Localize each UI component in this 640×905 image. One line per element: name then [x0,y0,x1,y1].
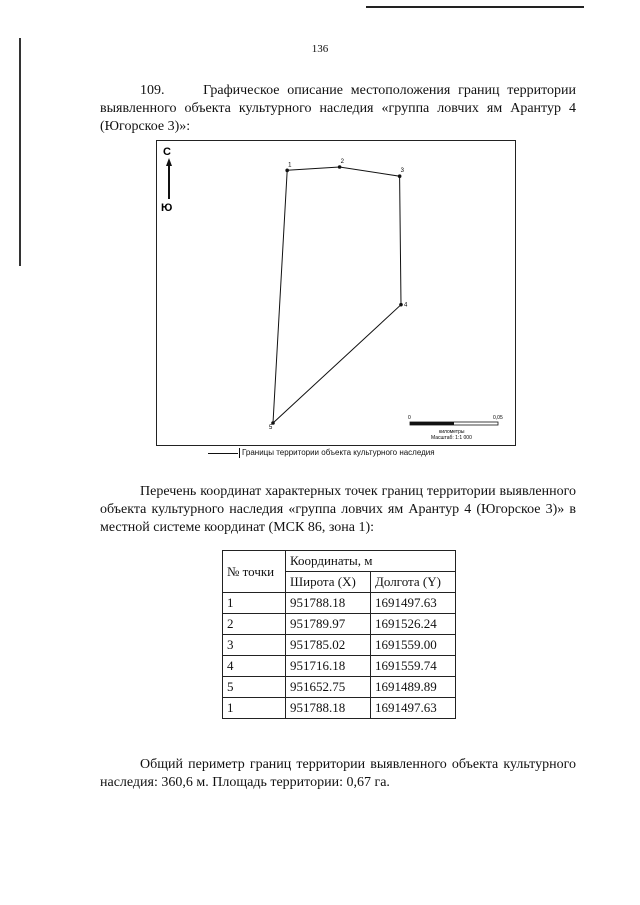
header-point: № точки [223,551,286,593]
table-row [223,698,456,719]
boundary-point-marker [285,169,289,173]
compass-north-arrow [161,146,172,214]
legend-text: Границы территории объекта культурного наследия [242,448,435,458]
boundary-map [156,140,516,446]
cell-lat: 951788.18 [286,593,371,614]
cell-lon: 1691497.63 [371,593,456,614]
table-row [223,677,456,698]
boundary-point-label: 5 [269,425,273,431]
boundary-point-label: 4 [404,302,408,309]
table-header-row [223,551,456,572]
summary-text: Общий периметр границ территории выявленного объекта культурного наследия: 360,6 м. Площадь территории: 0,67 га. [100,757,576,790]
section-heading [100,82,576,136]
scale-bar-scale: Масштаб: 1:1 000 [431,435,472,441]
cell-lat: 951788.18 [286,698,371,719]
cell-lat: 951789.97 [286,614,371,635]
table-row [223,656,456,677]
boundary-point-label: 1 [288,162,292,169]
territory-boundary-polygon [273,167,401,423]
cell-lat: 951716.18 [286,656,371,677]
cell-lon: 1691559.74 [371,656,456,677]
legend-tick-symbol [239,448,240,458]
boundary-point-marker [338,165,342,169]
legend-line-symbol [208,453,238,454]
cell-lon: 1691489.89 [371,677,456,698]
cell-point: 2 [223,614,286,635]
section-number: 109. [140,83,165,98]
cell-lon: 1691559.00 [371,635,456,656]
table-row [223,614,456,635]
compass-south-label: Ю [161,202,173,214]
header-lon: Долгота (Y) [371,572,456,593]
coordinates-table [222,550,456,719]
map-canvas [157,141,515,445]
page-number: 136 [311,43,329,55]
table-row [223,593,456,614]
scale-bar-start: 0 [408,415,411,421]
cell-lat: 951785.02 [286,635,371,656]
scan-artifact-line [19,38,21,266]
coords-intro: Перечень координат характерных точек границ территории выявленного объекта культурного наследия «группа ловчих ям Арантур 4 (Югорское 3)» в местной системе координат (МСК 86, зона 1): [100,484,576,535]
table-row [223,635,456,656]
cell-point: 1 [223,593,286,614]
cell-point: 5 [223,677,286,698]
scale-bar [408,415,503,441]
north-arrowhead [166,158,172,166]
cell-lon: 1691526.24 [371,614,456,635]
map-legend [208,448,435,458]
boundary-point-label: 3 [400,168,404,175]
boundary-point-marker [398,174,402,178]
compass-north-label: С [163,146,171,158]
scale-bar-fill [410,422,454,425]
scale-bar-end: 0,05 [493,415,503,421]
cell-point: 3 [223,635,286,656]
cell-point: 1 [223,698,286,719]
cell-lon: 1691497.63 [371,698,456,719]
boundary-point-label: 2 [340,159,344,165]
boundary-point-marker [399,303,403,307]
cell-lat: 951652.75 [286,677,371,698]
header-lat: Широта (X) [286,572,371,593]
header-coords: Координаты, м [286,551,456,572]
section-text: Графическое описание местоположения границ территории выявленного объекта культурного наследия «группа ловчих ям Арантур 4 (Югорское 3)»: [100,83,576,134]
scale-bar-units: километры [439,429,465,435]
scan-artifact-line [366,6,584,8]
cell-point: 4 [223,656,286,677]
